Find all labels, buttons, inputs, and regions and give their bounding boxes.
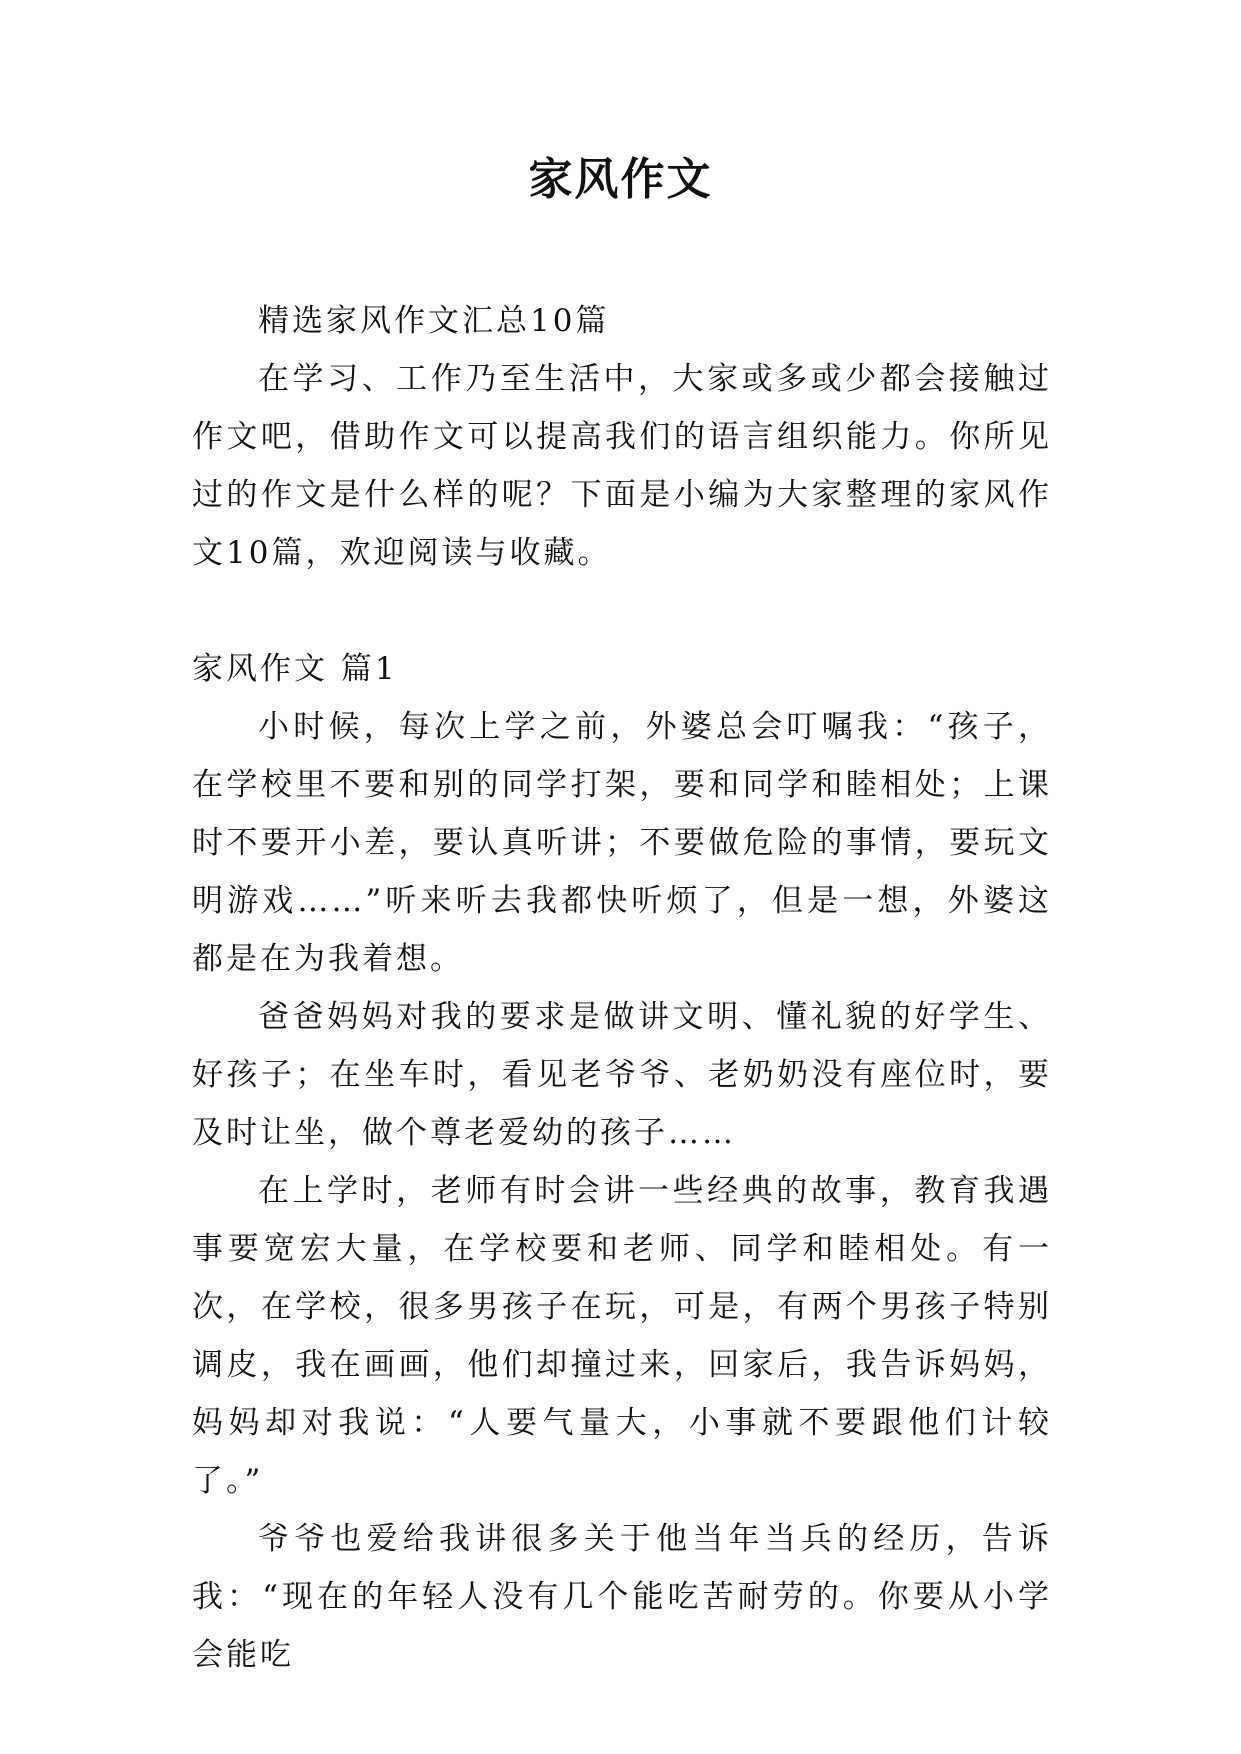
section-heading: 家风作文 篇1 [192, 651, 398, 687]
body-paragraph: 在上学时，老师有时会讲一些经典的故事，教育我遇事要宽宏大量，在学校要和老师、同学和睦相处。有一次，在学校，很多男孩子在玩，可是，有两个男孩子特别调皮，我在画画，他们却撞过来，回家后，我告诉妈妈，妈妈却对我说：“人要气量大，小事就不要跟他们计较了。” [192, 1173, 1052, 1499]
body-paragraph: 爸爸妈妈对我的要求是做讲文明、懂礼貌的好学生、好孩子；在坐车时，看见老爷爷、老奶奶没有座位时，要及时让坐，做个尊老爱幼的孩子…… [192, 999, 1052, 1151]
body-paragraph: 爷爷也爱给我讲很多关于他当年当兵的经历，告诉我：“现在的年轻人没有几个能吃苦耐劳的。你要从小学会能吃 [192, 1521, 1052, 1673]
subtitle: 精选家风作文汇总10篇 [258, 303, 610, 339]
document-body [192, 292, 1052, 1684]
body-paragraph: 小时候，每次上学之前，外婆总会叮嘱我：“孩子，在学校里不要和别的同学打架，要和同学和睦相处；上课时不要开小差，要认真听讲；不要做危险的事情，要玩文明游戏……”听来听去我都快听烦了，但是一想，外婆这都是在为我着想。 [192, 709, 1052, 977]
page-title: 家风作文 [528, 154, 713, 205]
intro-paragraph: 在学习、工作乃至生活中，大家或多或少都会接触过作文吧，借助作文可以提高我们的语言组织能力。你所见过的作文是什么样的呢？下面是小编为大家整理的家风作文10篇，欢迎阅读与收藏。 [192, 361, 1052, 571]
